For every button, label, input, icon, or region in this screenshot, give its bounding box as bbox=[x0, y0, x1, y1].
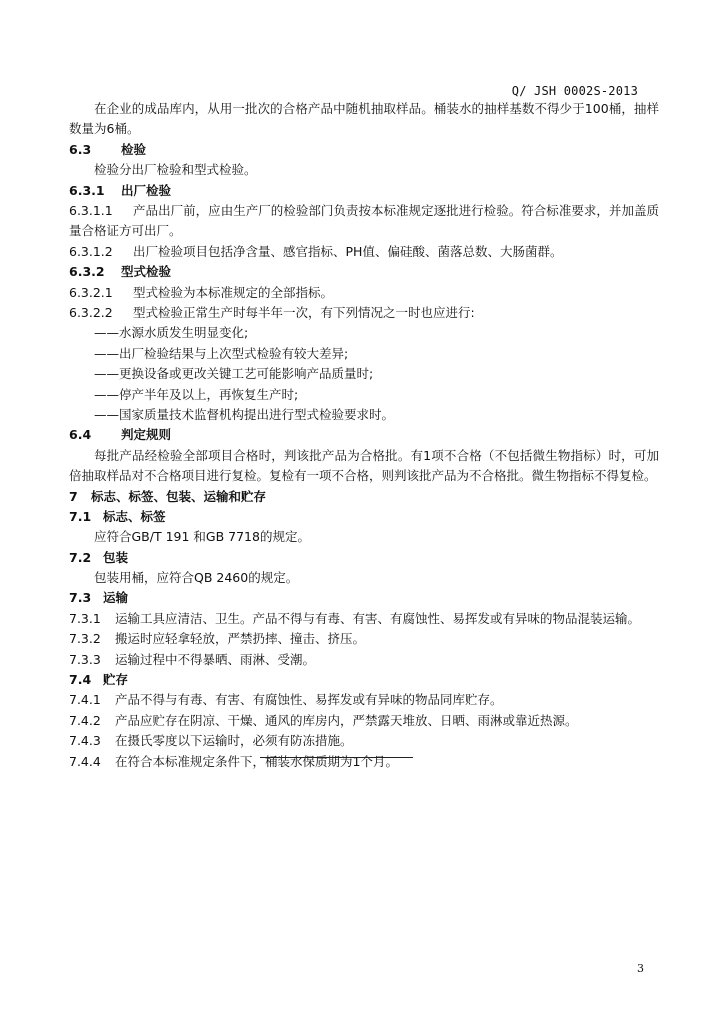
section-number: 6.3.1 bbox=[69, 182, 105, 198]
condition-item: ——出厂检验结果与上次型式检验有较大差异; bbox=[94, 345, 349, 361]
section-title: 出厂检验 bbox=[121, 182, 172, 198]
condition-item: ——水源水质发生明显变化; bbox=[94, 325, 249, 341]
clause-text: 产品不得与有毒、有害、有腐蚀性、易挥发或有异味的物品同库贮存。 bbox=[115, 692, 503, 708]
clause-number: 7.3.2 bbox=[69, 631, 101, 647]
condition-item: ——国家质量技术监督机构提出进行型式检验要求时。 bbox=[94, 406, 395, 422]
clause-7-4-1 bbox=[69, 690, 659, 710]
section-number: 7.2 bbox=[69, 549, 92, 565]
clause-text: 运输过程中不得暴晒、雨淋、受潮。 bbox=[115, 651, 316, 667]
end-rule bbox=[260, 757, 413, 758]
sampling-paragraph: 在企业的成品库内，从用一批次的合格产品中随机抽取样品。桶装水的抽样基数不得少于100桶，抽样数量为6桶。 bbox=[69, 101, 659, 137]
section-7-2-text: 包装用桶，应符合QB 2460的规定。 bbox=[94, 570, 299, 586]
clause-number: 7.3.3 bbox=[69, 651, 101, 667]
section-number: 6.4 bbox=[69, 427, 92, 443]
clause-6-3-2-1 bbox=[69, 283, 659, 303]
section-title: 包装 bbox=[103, 549, 129, 565]
clause-7-4-4 bbox=[69, 752, 659, 772]
clause-number: 6.3.2.2 bbox=[69, 304, 113, 320]
clause-6-3-1-2 bbox=[69, 242, 659, 262]
section-6-3-2-heading bbox=[69, 262, 659, 282]
clause-7-3-2 bbox=[69, 629, 659, 649]
section-title: 标志、标签、包装、运输和贮存 bbox=[91, 488, 267, 504]
clause-text: 型式检验为本标准规定的全部指标。 bbox=[133, 284, 334, 300]
section-number: 7.4 bbox=[69, 672, 92, 688]
clause-number: 6.3.1.2 bbox=[69, 243, 113, 259]
section-7-3-heading bbox=[69, 588, 659, 608]
section-6-3-text: 检验分出厂检验和型式检验。 bbox=[94, 162, 257, 178]
page-number: 3 bbox=[637, 962, 644, 975]
section-7-2-heading bbox=[69, 548, 659, 568]
section-title: 型式检验 bbox=[121, 264, 172, 280]
section-7-1-text: 应符合GB/T 191 和GB 7718的规定。 bbox=[94, 529, 310, 545]
condition-item: ——停产半年及以上，再恢复生产时; bbox=[94, 386, 299, 402]
clause-7-3-3 bbox=[69, 650, 659, 670]
document-code: Q/ JSH 0002S-2013 bbox=[511, 84, 638, 98]
section-6-3-1-heading bbox=[69, 181, 659, 201]
section-title: 检验 bbox=[121, 141, 147, 157]
clause-7-4-3 bbox=[69, 731, 659, 751]
document-body bbox=[69, 99, 659, 772]
section-title: 判定规则 bbox=[121, 427, 172, 443]
clause-7-3-1 bbox=[69, 609, 659, 629]
clause-6-3-2-2 bbox=[69, 303, 659, 323]
section-number: 6.3 bbox=[69, 141, 92, 157]
clause-number: 7.3.1 bbox=[69, 610, 101, 626]
clause-text: 在摄氏零度以下运输时，必须有防冻措施。 bbox=[115, 733, 353, 749]
clause-text: 在符合本标准规定条件下，桶装水保质期为1个月。 bbox=[115, 753, 398, 769]
clause-text: 搬运时应轻拿轻放，严禁扔摔、撞击、挤压。 bbox=[115, 631, 366, 647]
section-6-4-text: 每批产品经检验全部项目合格时，判该批产品为合格批。有1项不合格（不包括微生物指标）时，可加倍抽取样品对不合格项目进行复检。复检有一项不合格，则判该批产品为不合格批。微生物指标不得复检。 bbox=[69, 447, 659, 484]
condition-item: ——更换设备或更改关键工艺可能影响产品质量时; bbox=[94, 366, 374, 382]
clause-text: 运输工具应清洁、卫生。产品不得与有毒、有害、有腐蚀性、易挥发或有异味的物品混装运输。 bbox=[115, 610, 641, 626]
clause-text: 型式检验正常生产时每半年一次，有下列情况之一时也应进行: bbox=[133, 304, 475, 320]
section-title: 标志、标签 bbox=[103, 508, 166, 524]
section-title: 运输 bbox=[103, 590, 129, 606]
section-7-4-heading bbox=[69, 670, 659, 690]
clause-number: 7.4.4 bbox=[69, 753, 101, 769]
clause-text: 产品出厂前，应由生产厂的检验部门负责按本标准规定逐批进行检验。符合标准要求，并加盖质量合格证方可出厂。 bbox=[69, 202, 659, 239]
clause-number: 6.3.1.1 bbox=[69, 202, 113, 218]
section-6-4-heading bbox=[69, 425, 659, 445]
section-6-3-heading bbox=[69, 140, 659, 160]
clause-text: 出厂检验项目包括净含量、感官指标、PH值、偏硅酸、菌落总数、大肠菌群。 bbox=[133, 243, 563, 259]
section-number: 7 bbox=[69, 488, 78, 504]
clause-number: 7.4.1 bbox=[69, 692, 101, 708]
section-number: 6.3.2 bbox=[69, 264, 105, 280]
clause-number: 7.4.2 bbox=[69, 712, 101, 728]
section-number: 7.1 bbox=[69, 508, 92, 524]
clause-6-3-1-1 bbox=[69, 201, 659, 242]
section-7-heading bbox=[69, 487, 659, 507]
section-7-1-heading bbox=[69, 507, 659, 527]
clause-number: 6.3.2.1 bbox=[69, 284, 113, 300]
clause-7-4-2 bbox=[69, 711, 659, 731]
clause-text: 产品应贮存在阴凉、干燥、通风的库房内，严禁露天堆放、日晒、雨淋或靠近热源。 bbox=[115, 712, 578, 728]
section-number: 7.3 bbox=[69, 590, 92, 606]
clause-number: 7.4.3 bbox=[69, 733, 101, 749]
section-title: 贮存 bbox=[103, 672, 129, 688]
